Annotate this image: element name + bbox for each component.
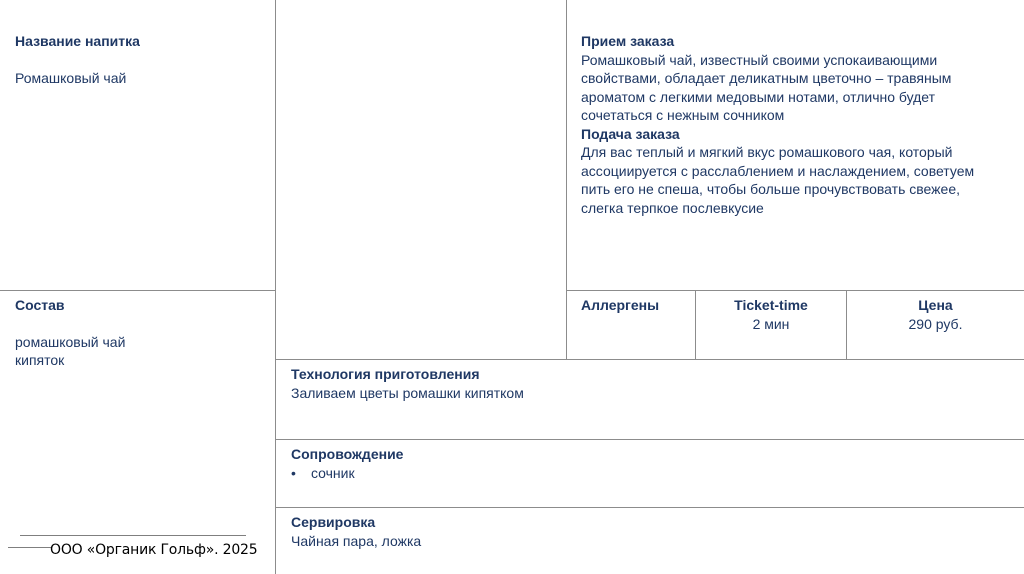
table-setting-section <box>291 513 1011 550</box>
accompaniment-label: Сопровождение <box>291 446 404 462</box>
ticket-time-value: 2 мин <box>752 315 790 332</box>
drink-name-label: Название напитка <box>15 33 140 49</box>
serving-text-line: пить его не спеша, чтобы больше прочувствовать свежее, <box>581 181 960 197</box>
technology-label: Технология приготовления <box>291 366 480 382</box>
order-label: Прием заказа <box>581 33 675 49</box>
price-section <box>847 296 1024 333</box>
footer-company: ООО «Органик Гольф». 2025 <box>50 542 258 558</box>
ticket-time-label: Ticket-time <box>734 297 808 313</box>
serving-text-line: Для вас теплый и мягкий вкус ромашкового чая, который <box>581 144 953 160</box>
order-text-line: Ромашковый чай, известный своими успокаивающими <box>581 51 938 68</box>
price-value: 290 руб. <box>908 315 963 332</box>
composition-label: Состав <box>15 297 65 313</box>
order-text-line: ароматом с легкими медовыми нотами, отлично будет <box>581 88 936 105</box>
order-section <box>581 32 1021 217</box>
footer-rule <box>8 547 52 548</box>
composition-item: ромашковый чай <box>15 333 126 350</box>
drink-name-value: Ромашковый чай <box>15 69 127 86</box>
table-setting-value: Чайная пара, ложка <box>291 532 422 549</box>
divider <box>275 439 1024 440</box>
order-text-line: свойствами, обладает деликатным цветочно – травяным <box>581 70 952 86</box>
composition-section <box>15 296 265 370</box>
technology-value: Заливаем цветы ромашки кипятком <box>291 384 524 401</box>
composition-item: кипяток <box>15 352 65 368</box>
serving-text-line: слегка терпкое послевкусие <box>581 199 764 216</box>
ticket-time-section <box>696 296 846 333</box>
serving-label: Подача заказа <box>581 125 680 142</box>
divider <box>275 507 1024 508</box>
divider <box>566 0 567 360</box>
serving-text-line: ассоциируется с расслаблением и наслаждением, советуем <box>581 162 975 179</box>
accompaniment-section <box>291 445 1011 482</box>
divider <box>0 290 276 291</box>
divider <box>275 0 276 574</box>
order-text-line: сочетаться с нежным сочником <box>581 107 785 123</box>
allergens-label: Аллергены <box>581 297 660 313</box>
table-setting-label: Сервировка <box>291 514 376 530</box>
divider <box>275 359 1024 360</box>
footer-rule <box>20 535 246 536</box>
price-label: Цена <box>918 297 953 313</box>
technology-section <box>291 365 1011 402</box>
divider <box>566 290 1024 291</box>
accompaniment-item: • сочник <box>291 464 1011 483</box>
drink-name-section <box>15 32 265 87</box>
